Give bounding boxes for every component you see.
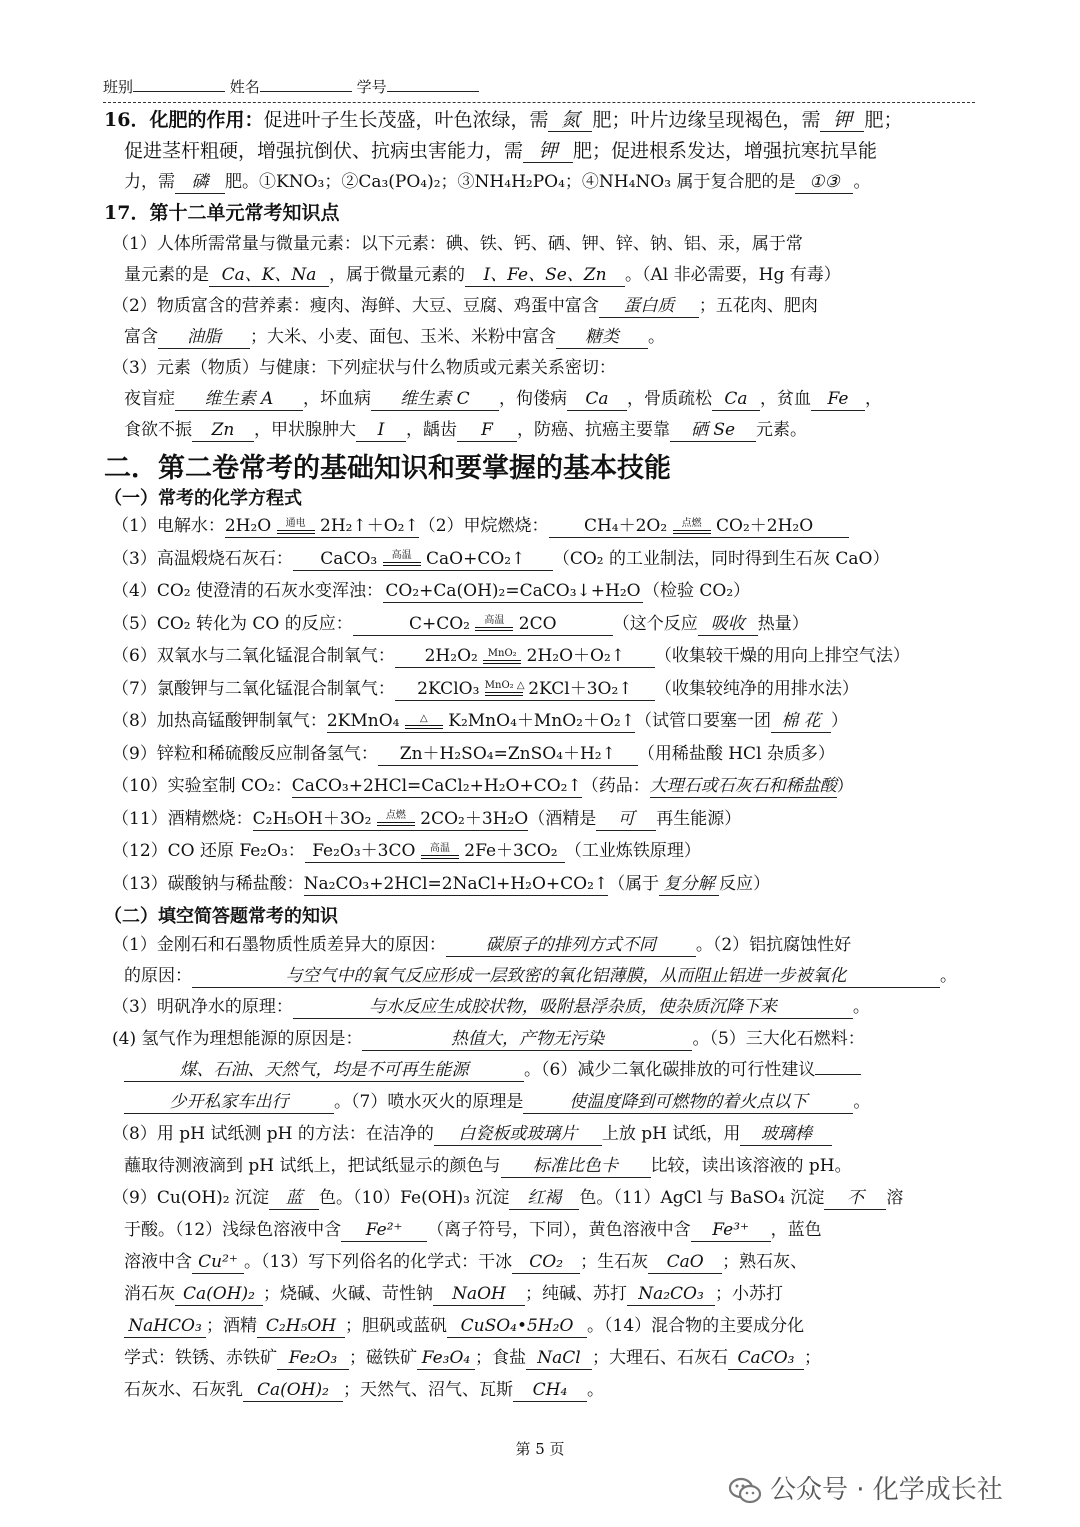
q17-p1a: （1）人体所需常量与微量元素：以下元素：碘、铁、钙、硒、钾、锌、钠、铝、汞，属于常 <box>112 234 803 254</box>
fill-line-13 <box>124 1314 804 1338</box>
text: 。（14）混合物的主要成分化 <box>587 1316 805 1336</box>
text: 比较，读出该溶液的 pH。 <box>650 1156 852 1176</box>
equation-row <box>112 579 750 603</box>
equation: C₂H₅OH＋3O₂ 点燃 2CO₂＋3H₂O <box>252 808 529 829</box>
equation-row <box>112 677 859 701</box>
q16-title: 16．化肥的作用： <box>104 109 264 131</box>
text: 。 <box>852 997 870 1017</box>
text: 肥。①KNO₃；②Ca₃(PO₄)₂；③NH₄H₂PO₄；④NH₄NO₃ 属于复合肥的是 <box>225 172 796 192</box>
answer: CH₄ <box>513 1379 587 1402</box>
text: ；烧碱、火碱、苛性钠 <box>263 1284 433 1304</box>
text: 溶 <box>886 1188 904 1208</box>
text: ；天然气、沼气、瓦斯 <box>343 1380 513 1400</box>
answer: 氮 <box>548 109 592 132</box>
text: 。 <box>648 327 665 347</box>
equation-label: （8）加热高锰酸钾制氧气： <box>112 711 327 731</box>
fill-line-3 <box>112 995 870 1019</box>
answer: F <box>457 419 517 442</box>
equation-row <box>112 612 809 636</box>
text: 量元素的是 <box>124 265 209 285</box>
page-number: 第 5 页 <box>515 1440 565 1458</box>
text: ；大理石、石灰石 <box>592 1348 728 1368</box>
text: ；磁铁矿 <box>349 1348 417 1368</box>
equation-label: （3）高温煅烧石灰石： <box>112 548 293 569</box>
answer: I <box>356 419 406 442</box>
text: ，甲状腺肿大 <box>254 420 356 440</box>
equation-note: （属于 <box>608 873 660 894</box>
q17-title: 17．第十二单元常考知识点 <box>104 202 340 224</box>
answer: CaCO₃ <box>728 1347 804 1370</box>
text: （8）用 pH 试纸测 pH 的方法：在洁净的 <box>112 1124 434 1144</box>
equation-label: （2）甲烷燃烧： <box>418 516 549 536</box>
watermark-text: 公众号 · 化学成长社 <box>770 1475 1003 1505</box>
q16-line1 <box>104 108 903 132</box>
equation: CaCO₃ 高温 CaO+CO₂↑ <box>293 548 553 571</box>
fill-line-5 <box>124 1058 861 1082</box>
text: ；熟石灰、 <box>722 1252 808 1272</box>
answer: 与水反应生成胶状物，吸附悬浮杂质，使杂质沉降下来 <box>293 996 853 1019</box>
equation-label: （5）CO₂ 转化为 CO 的反应： <box>112 613 353 634</box>
name-label: 姓名 <box>229 78 260 96</box>
class-blank[interactable] <box>133 76 225 92</box>
reaction-condition: 通电 <box>277 519 315 535</box>
text: 元素。 <box>756 420 807 440</box>
text: 富含 <box>124 327 158 347</box>
answer: 少开私家车出行 <box>124 1091 334 1114</box>
text: 肥；叶片边缘呈现褐色，需 <box>592 109 821 131</box>
text: ，佝偻病 <box>499 389 567 409</box>
answer: CaO <box>648 1251 722 1274</box>
equation: 2KMnO₄ △ K₂MnO₄＋MnO₂＋O₂↑ <box>326 711 635 731</box>
text: 于酸。（12）浅绿色溶液中含 <box>124 1220 342 1240</box>
answer: Ca <box>712 388 760 411</box>
text: （2）物质富含的营养素：瘦肉、海鲜、大豆、豆腐、鸡蛋中富含 <box>112 296 599 316</box>
equation-label: （9）锌粒和稀硫酸反应制备氢气： <box>112 743 378 764</box>
text: 。（7）喷水灭火的原理是 <box>334 1092 524 1112</box>
text: ；食盐 <box>475 1348 526 1368</box>
equation: C+CO₂ 高温 2CO <box>353 613 613 636</box>
text: ；小苏打 <box>715 1284 783 1304</box>
reaction-condition: 高温 <box>383 551 421 567</box>
answer: 维生素 A <box>175 388 303 411</box>
text: （3）明矾净水的原理： <box>112 997 293 1017</box>
answer: 维生素 C <box>371 388 499 411</box>
equation-label: （7）氯酸钾与二氧化锰混合制氧气： <box>112 678 395 699</box>
reaction-condition: 点燃 <box>377 811 415 827</box>
fill-line-6 <box>124 1090 870 1114</box>
fill-line-14 <box>124 1346 821 1370</box>
answer: 与空气中的氧气反应形成一层致密的氧化铝薄膜，从而阻止铝进一步被氧化 <box>192 965 940 988</box>
reaction-condition: △ <box>405 714 443 730</box>
text: ，坏血病 <box>303 389 371 409</box>
q16-line3 <box>124 170 870 194</box>
q16-line2 <box>124 139 877 163</box>
equation: 2H₂O 通电 2H₂↑＋O₂↑ <box>224 516 419 536</box>
q17-p1b <box>124 263 841 287</box>
equation-row <box>112 709 848 733</box>
text: 消石灰 <box>124 1284 175 1304</box>
equation: CH₄＋2O₂ 点燃 CO₂＋2H₂O <box>549 515 849 538</box>
equation-label: （11）酒精燃烧： <box>112 808 253 829</box>
text: 。 <box>940 966 957 986</box>
answer: ①③ <box>795 171 853 194</box>
equation-note: （CO₂ 的工业制法，同时得到生石灰 CaO） <box>552 548 890 569</box>
equation: Na₂CO₃+2HCl=2NaCl+H₂O+CO₂↑ <box>303 873 609 894</box>
equation-note: （酒精是 <box>528 808 597 829</box>
q17-p2a <box>112 294 818 318</box>
answer: 蛋白质 <box>599 295 699 318</box>
text: 夜盲症 <box>124 389 175 409</box>
q17-p3b <box>124 387 882 411</box>
text: 学式：铁锈、赤铁矿 <box>124 1348 277 1368</box>
equation-label: （12）CO 还原 Fe₂O₃： <box>112 841 305 861</box>
text: 力，需 <box>124 172 175 192</box>
equation-row <box>112 644 910 668</box>
text: （1）金刚石和石墨物质性质差异大的原因： <box>112 935 446 955</box>
answer: CuSO₄•5H₂O <box>447 1315 587 1338</box>
answer: 使温度降到可燃物的着火点以下 <box>523 1091 853 1114</box>
wechat-icon <box>728 1477 762 1505</box>
text: 。（6）减少二氧化碳排放的可行性建议 <box>524 1060 816 1080</box>
answer: 不 <box>824 1187 886 1210</box>
subsection-fill-title: （二）填空简答题常考的知识 <box>104 906 338 927</box>
text: （离子符号，下同），黄色溶液中含 <box>427 1220 691 1240</box>
fill-line-15 <box>124 1378 604 1402</box>
reaction-condition: MnO₂ △ <box>485 681 523 697</box>
answer: 磷 <box>175 171 225 194</box>
answer: 硒 Se <box>670 419 756 442</box>
answer: 可 <box>596 808 656 831</box>
fill-line-8 <box>124 1154 852 1178</box>
text: 肥； <box>864 109 903 131</box>
answer: Ca(OH)₂ <box>243 1379 343 1402</box>
subsection-equations-title: （一）常考的化学方程式 <box>104 488 302 509</box>
equation-label: （13）碳酸钠与稀盐酸： <box>112 873 304 894</box>
text: 。（5）三大化石燃料： <box>692 1029 865 1049</box>
text: ，贫血 <box>760 389 811 409</box>
equation-note: （工业炼铁原理） <box>564 841 701 861</box>
answer: 油脂 <box>158 326 250 349</box>
text: ，防癌、抗癌主要靠 <box>517 420 670 440</box>
equation-label: （10）实验室制 CO₂： <box>112 776 292 796</box>
text: ，骨质疏松 <box>627 389 712 409</box>
answer: Cu²⁺ <box>192 1251 244 1274</box>
text: ； <box>804 1348 821 1368</box>
answer: NaCl <box>526 1347 592 1370</box>
text: 促进茎杆粗硬，增强抗倒伏、抗病虫害能力，需 <box>124 140 524 162</box>
id-blank[interactable] <box>387 76 479 92</box>
reaction-condition: 高温 <box>475 616 513 632</box>
answer: 蓝 <box>269 1187 319 1210</box>
answer: Fe <box>811 388 865 411</box>
answer: Ca <box>567 388 627 411</box>
text: 的原因： <box>124 966 192 986</box>
equation: 2KClO₃ MnO₂ △ 2KCl＋3O₂↑ <box>395 678 655 701</box>
text: ；酒精 <box>206 1316 257 1336</box>
text: 。 <box>853 1092 871 1112</box>
answer: CO₂ <box>512 1251 580 1274</box>
text: ，属于微量元素的 <box>329 265 465 285</box>
text: ， <box>865 389 882 409</box>
section-2-title: 二．第二卷常考的基础知识和要掌握的基本技能 <box>104 453 671 484</box>
text: ，龋齿 <box>406 420 457 440</box>
answer: Fe²⁺ <box>341 1219 427 1242</box>
equation-row <box>112 514 849 538</box>
equation-note: （检验 CO₂） <box>642 581 751 601</box>
fill-line-1 <box>112 933 851 957</box>
answer: Na₂CO₃ <box>627 1283 715 1306</box>
answer: 钾 <box>523 140 573 163</box>
answer: C₂H₅OH <box>257 1315 345 1338</box>
fill-line-4 <box>112 1027 865 1051</box>
equation-label: （4）CO₂ 使澄清的石灰水变浑浊： <box>112 581 383 601</box>
watermark <box>728 1469 1003 1506</box>
answer: 复分解 <box>659 873 719 896</box>
equation-note: ） <box>831 711 848 731</box>
text: 肥；促进根系发达，增强抗寒抗旱能 <box>573 140 878 162</box>
equation: Fe₂O₃＋3CO 高温 2Fe＋3CO₂ <box>305 840 565 863</box>
equation-note: （这个反应 <box>612 613 698 634</box>
text: （9）Cu(OH)₂ 沉淀 <box>112 1188 270 1208</box>
equation: CaCO₃+2HCl=CaCl₂+H₂O+CO₂↑ <box>291 776 582 796</box>
answer-blank <box>815 1074 861 1075</box>
answer: 棉 花 <box>771 710 831 733</box>
answer: Fe₃O₄ <box>417 1347 475 1370</box>
equation-row <box>112 839 701 863</box>
answer: Ca(OH)₂ <box>175 1283 263 1306</box>
text: 。 <box>587 1380 604 1400</box>
equation-row <box>112 807 741 831</box>
answer: 标准比色卡 <box>501 1155 651 1178</box>
answer: NaHCO₃ <box>124 1315 206 1338</box>
text: 。（Al 非必需要，Hg 有毒） <box>625 265 841 285</box>
text: 。（13）写下列俗名的化学式：干冰 <box>244 1252 513 1272</box>
equation-row <box>112 872 770 896</box>
equation-note: （收集较干燥的用向上排空气法） <box>654 646 910 666</box>
equation-row <box>112 547 889 571</box>
answer: 碳原子的排列方式不同 <box>446 934 696 957</box>
text: 促进叶子生长茂盛，叶色浓绿，需 <box>263 109 549 131</box>
reaction-condition: 点燃 <box>673 519 711 535</box>
answer: Fe₂O₃ <box>277 1347 349 1370</box>
reaction-condition: MnO₂ <box>483 649 521 665</box>
reaction-condition: 高温 <box>421 844 459 860</box>
equation-note: （试管口要塞一团 <box>635 711 771 731</box>
answer: 白瓷板或玻璃片 <box>434 1123 602 1146</box>
student-info-header <box>103 76 975 103</box>
text: 石灰水、石灰乳 <box>124 1380 243 1400</box>
equation-row <box>112 742 835 766</box>
fill-line-10 <box>124 1218 822 1242</box>
text: ；胆矾或蓝矾 <box>345 1316 447 1336</box>
q17-p2c <box>124 325 665 349</box>
equation-label: （1）电解水： <box>112 516 225 536</box>
answer: 钾 <box>820 109 864 132</box>
equation-note: 反应） <box>719 873 771 894</box>
text: ；生石灰 <box>580 1252 649 1272</box>
fill-line-11 <box>124 1250 807 1274</box>
answer: 吸收 <box>698 613 758 636</box>
equation-note: ） <box>836 776 854 796</box>
equation-note: 再生能源） <box>656 808 742 829</box>
fill-line-9 <box>112 1186 903 1210</box>
class-label: 班别 <box>103 78 134 96</box>
text: 蘸取待测液滴到 pH 试纸上，把试纸显示的颜色与 <box>124 1156 501 1176</box>
text: 。 <box>853 172 871 192</box>
text: 。（2）铝抗腐蚀性好 <box>695 935 852 955</box>
equation: CO₂+Ca(OH)₂=CaCO₃↓+H₂O <box>383 580 643 603</box>
text: ；大米、小麦、面包、玉米、米粉中富含 <box>250 327 556 347</box>
id-label: 学号 <box>356 78 387 96</box>
answer: NaOH <box>433 1283 525 1306</box>
text: 色。（11）AgCl 与 BaSO₄ 沉淀 <box>579 1188 825 1208</box>
text: 溶液中含 <box>124 1252 192 1272</box>
answer: I、Fe、Se、Zn <box>465 264 625 287</box>
answer: Ca、K、Na <box>209 264 329 287</box>
equation-row <box>112 774 854 798</box>
equation: Zn＋H₂SO₄=ZnSO₄＋H₂↑ <box>378 743 638 766</box>
answer: Zn <box>192 419 254 442</box>
text: (4) 氢气作为理想能源的原因是： <box>112 1029 363 1049</box>
name-blank[interactable] <box>260 76 352 92</box>
answer: 玻璃棒 <box>740 1123 832 1146</box>
equation-note: （药品： <box>581 776 650 796</box>
text: 食欲不振 <box>124 420 192 440</box>
text: ；纯碱、苏打 <box>525 1284 627 1304</box>
answer: 煤、石油、天然气，均是不可再生能源 <box>124 1059 524 1082</box>
equation-note: （收集较纯净的用排水法） <box>654 678 859 699</box>
answer: 大理石或石灰石和稀盐酸 <box>649 776 837 796</box>
text: 色。（10）Fe(OH)₃ 沉淀 <box>319 1188 510 1208</box>
text: 上放 pH 试纸，用 <box>601 1124 741 1144</box>
equation-label: （6）双氧水与二氧化锰混合制氧气： <box>112 646 395 666</box>
answer: 糖类 <box>556 326 648 349</box>
q17-p3a: （3）元素（物质）与健康：下列症状与什么物质或元素关系密切： <box>112 358 616 378</box>
fill-line-12 <box>124 1282 783 1306</box>
fill-line-7 <box>112 1122 832 1146</box>
answer: Fe³⁺ <box>691 1219 771 1242</box>
text: ；五花肉、肥肉 <box>698 296 818 316</box>
equation-note: 热量） <box>757 613 809 634</box>
equation-note: （用稀盐酸 HCl 杂质多） <box>637 743 835 764</box>
equation: 2H₂O₂ MnO₂ 2H₂O＋O₂↑ <box>395 645 655 668</box>
q17-p3h <box>124 418 807 442</box>
text: ，蓝色 <box>770 1220 822 1240</box>
fill-line-2 <box>124 964 957 988</box>
answer: 红褐 <box>509 1187 579 1210</box>
answer: 热值大，产物无污染 <box>362 1028 692 1051</box>
